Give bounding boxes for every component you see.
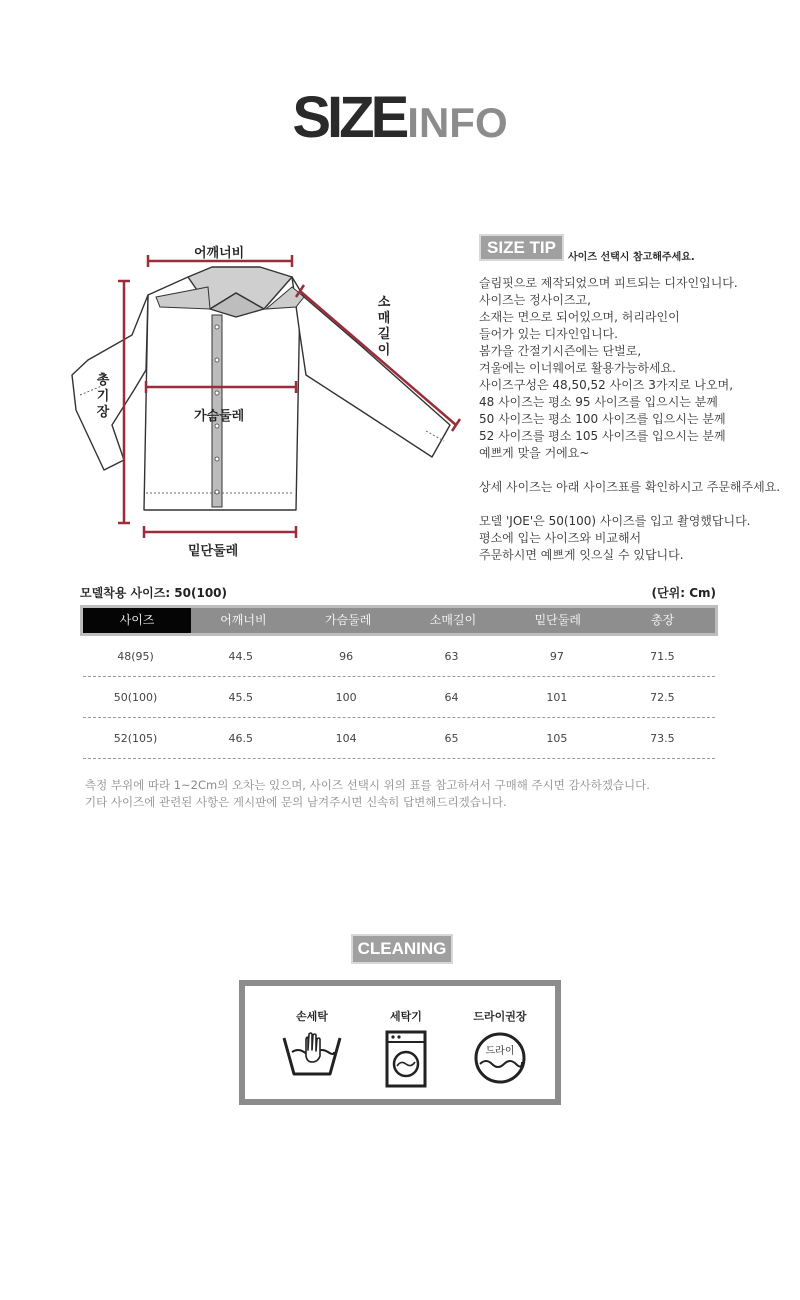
sleeve-label: 소 매 길 이 bbox=[377, 295, 391, 358]
shoulder-label: 어깨너비 bbox=[194, 246, 245, 261]
hem-label: 밑단둘레 bbox=[188, 544, 239, 559]
table-cell: 72.5 bbox=[650, 690, 675, 704]
model-size-label: 모델착용 사이즈: 50(100) bbox=[80, 586, 228, 600]
size-table bbox=[80, 605, 718, 759]
cleaning-badge: CLEANING bbox=[351, 934, 453, 964]
table-cell: 105 bbox=[546, 731, 568, 745]
length-label: 총 기 장 bbox=[96, 373, 110, 420]
table-cell: 71.5 bbox=[650, 649, 675, 663]
header-sleeve: 소매길이 bbox=[429, 613, 477, 627]
tip-line bbox=[479, 496, 799, 513]
tip-line: 봄가을 간절기시즌에는 단벌로, bbox=[479, 344, 642, 358]
dry-clean-icon-text: 드라이 bbox=[485, 1046, 515, 1057]
tip-line: 주문하시면 예쁘게 잇으실 수 있답니다. bbox=[479, 548, 684, 562]
chest-label: 가슴둘레 bbox=[194, 409, 245, 424]
table-cell: 64 bbox=[444, 690, 459, 704]
tip-line: 모델 'JOE'은 50(100) 사이즈를 입고 촬영했답니다. bbox=[479, 514, 751, 528]
table-cell: 52(105) bbox=[113, 731, 158, 745]
table-cell: 101 bbox=[546, 690, 568, 704]
title-info: INFO bbox=[407, 99, 508, 146]
header-chest: 가슴둘레 bbox=[325, 613, 372, 627]
table-cell: 50(100) bbox=[113, 690, 158, 704]
table-cell: 48(95) bbox=[117, 649, 154, 663]
table-cell: 46.5 bbox=[228, 731, 253, 745]
page-title bbox=[0, 84, 800, 151]
tip-line: 사이즈구성은 48,50,52 사이즈 3가지로 나오며, bbox=[479, 378, 734, 392]
cleaning-box bbox=[239, 980, 561, 1105]
hand-wash-icon bbox=[282, 1030, 342, 1080]
care-label: 드라이권장 bbox=[473, 1010, 527, 1023]
washing-machine-icon bbox=[381, 1030, 431, 1088]
table-header bbox=[80, 605, 718, 636]
size-tip-badge: SIZE TIP bbox=[479, 234, 564, 261]
tip-line: 겨울에는 이너웨어로 활용가능하세요. bbox=[479, 361, 676, 375]
title-size: SIZE bbox=[292, 85, 406, 150]
table-cell: 97 bbox=[549, 649, 564, 663]
tip-line: 슬림핏으로 제작되었으며 피트되는 디자인입니다. bbox=[479, 276, 738, 290]
tip-line: 사이즈는 정사이즈고, bbox=[479, 293, 591, 307]
tip-line: 예쁘게 맞을 거에요~ bbox=[479, 446, 590, 460]
unit-label: (단위: Cm) bbox=[651, 586, 716, 600]
header-shoulder: 어깨너비 bbox=[220, 613, 267, 627]
dry-clean-icon bbox=[472, 1030, 528, 1086]
tip-line: 평소에 입는 사이즈와 비교해서 bbox=[479, 531, 642, 545]
measurement-note bbox=[85, 777, 650, 811]
tip-line: 48 사이즈는 평소 95 사이즈를 입으시는 분께 bbox=[479, 395, 718, 409]
tip-line: 52 사이즈를 평소 105 사이즈를 입으시는 분께 bbox=[479, 429, 726, 443]
table-cell: 100 bbox=[335, 690, 357, 704]
table-cell: 96 bbox=[339, 649, 354, 663]
table-cell: 65 bbox=[444, 731, 459, 745]
table-cell: 45.5 bbox=[228, 690, 253, 704]
header-hem: 밑단둘레 bbox=[534, 613, 581, 627]
tip-line: 들어가 있는 디자인입니다. bbox=[479, 327, 618, 341]
table-cell: 73.5 bbox=[650, 731, 675, 745]
table-cell: 63 bbox=[444, 649, 459, 663]
shirt-illustration bbox=[60, 235, 470, 570]
care-hand-wash bbox=[267, 1008, 357, 1084]
tip-line: 상세 사이즈는 아래 사이즈표를 확인하시고 주문해주세요. bbox=[479, 480, 781, 494]
tip-line: 50 사이즈는 평소 100 사이즈를 입으시는 분께 bbox=[479, 412, 726, 426]
table-row bbox=[83, 636, 715, 677]
table-row bbox=[83, 677, 715, 718]
note-line: 기타 사이즈에 관련된 사항은 게시판에 문의 남겨주시면 신속히 답변해드리겠습니다. bbox=[85, 795, 507, 809]
care-label: 세탁기 bbox=[390, 1010, 422, 1023]
tip-line bbox=[479, 462, 799, 479]
size-tip-text bbox=[479, 275, 799, 564]
table-row bbox=[83, 718, 715, 759]
size-tip-note: 사이즈 선택시 참고해주세요. bbox=[568, 252, 695, 263]
header-length: 총장 bbox=[650, 613, 675, 627]
care-label: 손세탁 bbox=[296, 1010, 328, 1023]
shirt-diagram bbox=[60, 235, 470, 570]
note-line: 측정 부위에 따라 1~2Cm의 오차는 있으며, 사이즈 선택시 위의 표를 참고하셔서 구매해 주시면 감사하겠습니다. bbox=[85, 778, 650, 792]
care-dry-clean bbox=[455, 1008, 545, 1090]
header-size: 사이즈 bbox=[83, 608, 191, 633]
care-washing-machine bbox=[361, 1008, 451, 1092]
table-cell: 104 bbox=[335, 731, 357, 745]
table-cell: 44.5 bbox=[228, 649, 253, 663]
tip-line: 소재는 면으로 되어있으며, 허리라인이 bbox=[479, 310, 680, 324]
